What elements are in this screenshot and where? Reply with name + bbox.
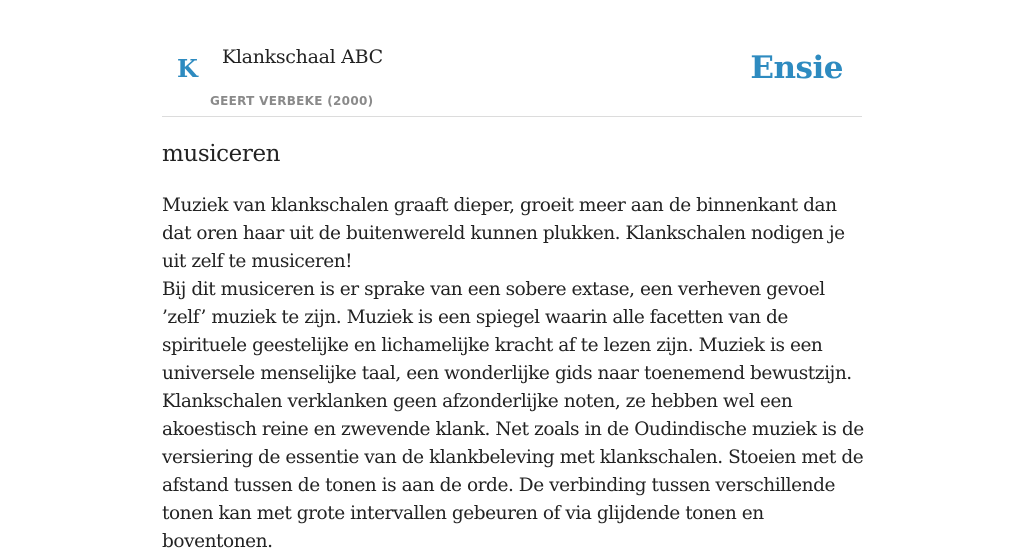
book-logo-letter[interactable]: K — [177, 54, 198, 83]
book-author: GEERT VERBEKE (2000) — [210, 94, 374, 108]
book-title[interactable]: Klankschaal ABC — [222, 46, 383, 68]
ensie-logo[interactable]: Ensie — [750, 50, 843, 86]
entry-body — [162, 192, 866, 556]
header — [162, 0, 862, 117]
entry-paragraph: Bij dit musiceren is er sprake van een sobere extase, een verheven gevoel ’zelf’ muziek te zijn. Muziek is een spiegel waarin alle facetten van de spirituele geestelijke en lichamelijke kracht af te lezen zijn. Muziek is een universele menselijke taal, een wonderlijke gids naar toenemend bewustzijn. Klankschalen verklanken geen afzonderlijke noten, ze hebben wel een akoestisch reine en zwevende klank. Net zoals in de Oudindische muziek is de versiering de essentie van de klankbeleving met klankschalen. Stoeien met de afstand tussen de tonen is aan de orde. De verbinding tussen verschillende tonen kan met grote intervallen gebeuren of via glijdende tonen en boventonen. — [162, 279, 864, 552]
entry-paragraph: Muziek van klankschalen graaft dieper, groeit meer aan de binnenkant dan dat oren haar uit de buitenwereld kunnen plukken. Klankschalen nodigen je uit zelf te musiceren! — [162, 195, 845, 272]
entry-title: musiceren — [162, 141, 281, 167]
